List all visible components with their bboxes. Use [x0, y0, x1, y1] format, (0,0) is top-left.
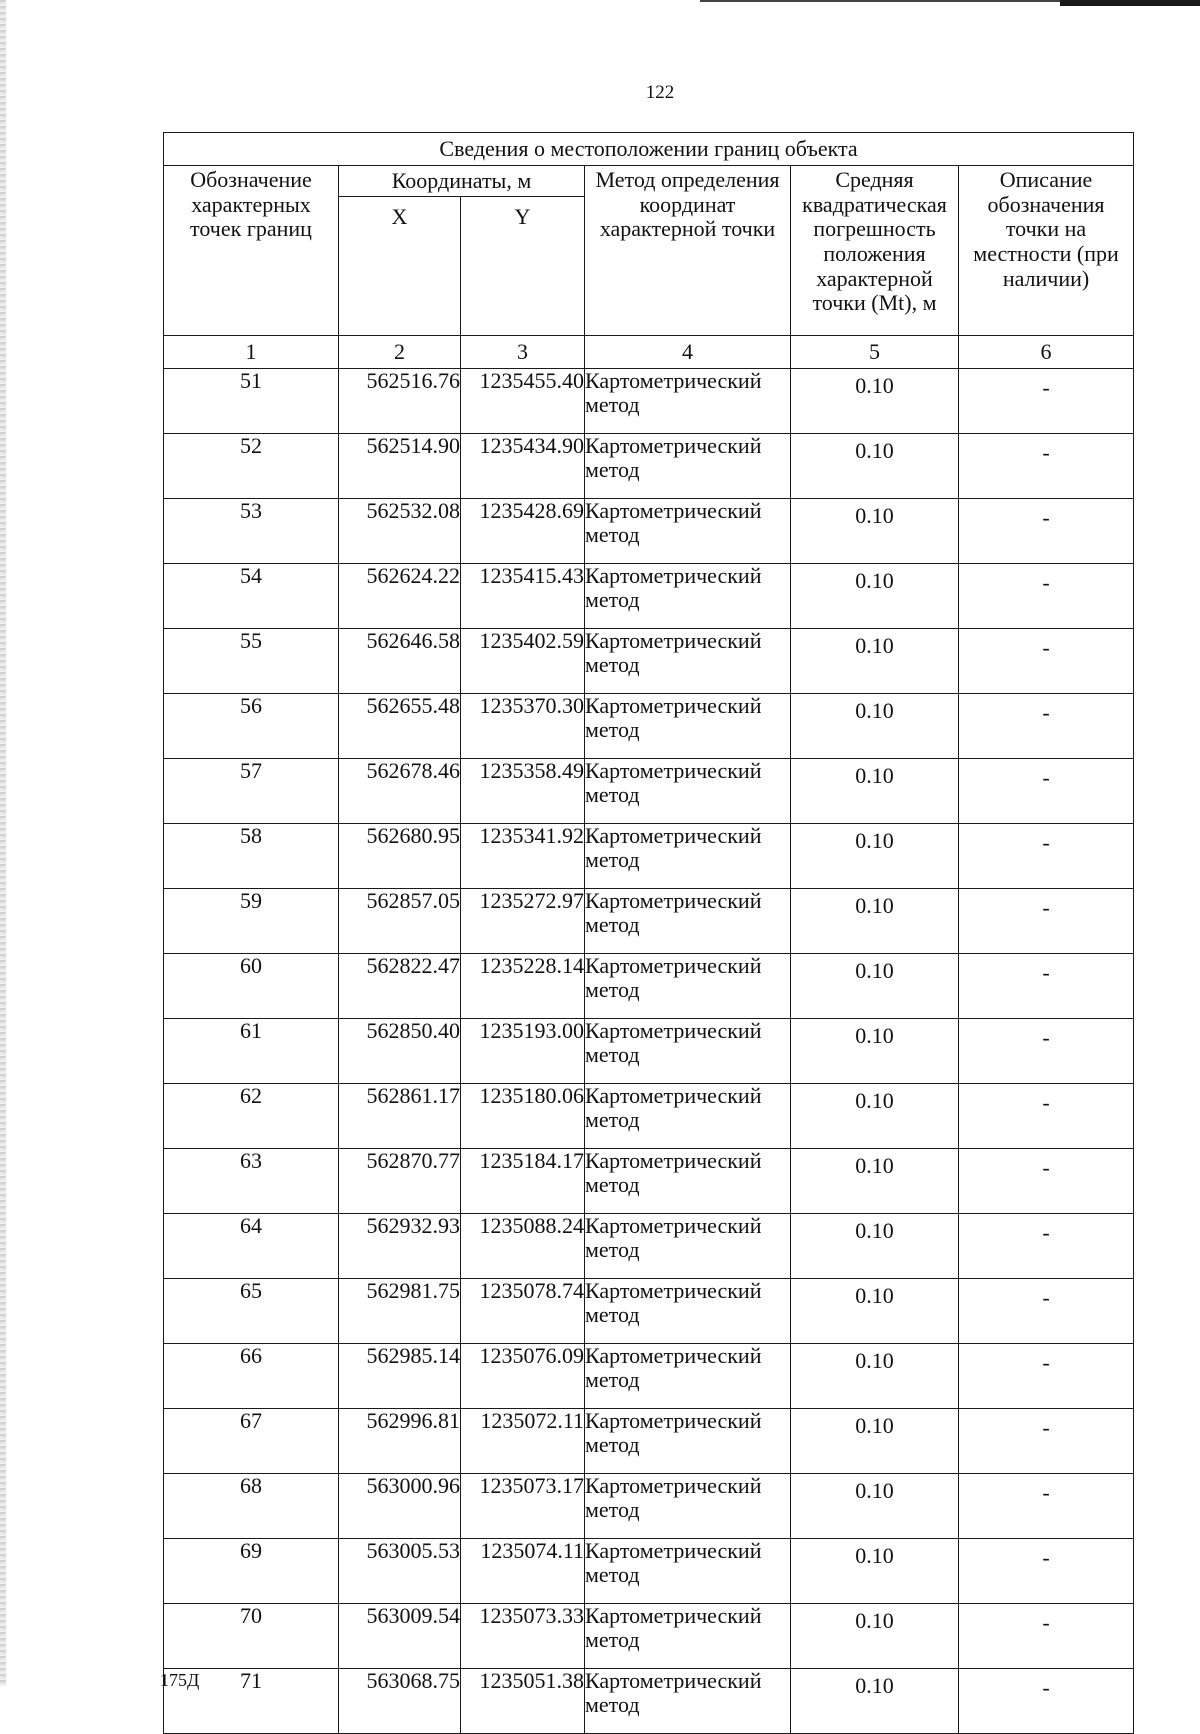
- cell-description: -: [959, 1669, 1134, 1734]
- table-title: Сведения о местоположении границ объекта: [164, 133, 1134, 166]
- header-x: X: [339, 197, 461, 336]
- cell-description: -: [959, 1214, 1134, 1279]
- cell-error: 0.10: [791, 1344, 959, 1409]
- table-row: [164, 1279, 1134, 1344]
- page-number: 122: [645, 82, 675, 103]
- column-number: 2: [339, 336, 461, 369]
- cell-description: -: [959, 1149, 1134, 1214]
- scan-artifact-line: [700, 0, 1060, 2]
- cell-error: 0.10: [791, 1539, 959, 1604]
- scan-artifact-edge: [0, 0, 6, 1686]
- cell-y: 1235073.33: [461, 1604, 585, 1669]
- cell-x: 562532.08: [339, 499, 461, 564]
- table-row: [164, 889, 1134, 954]
- cell-error: 0.10: [791, 954, 959, 1019]
- table-row: [164, 1409, 1134, 1474]
- table-title-row: [164, 133, 1134, 166]
- cell-y: 1235428.69: [461, 499, 585, 564]
- cell-method: Картометрический метод: [585, 1539, 791, 1604]
- cell-x: 562516.76: [339, 369, 461, 434]
- cell-description: -: [959, 629, 1134, 694]
- cell-y: 1235184.17: [461, 1149, 585, 1214]
- table-row: [164, 1669, 1134, 1734]
- cell-description: -: [959, 1604, 1134, 1669]
- cell-method: Картометрический метод: [585, 1019, 791, 1084]
- cell-error: 0.10: [791, 1019, 959, 1084]
- table-row: [164, 369, 1134, 434]
- cell-point: 68: [164, 1474, 339, 1539]
- table-row: [164, 629, 1134, 694]
- cell-description: -: [959, 564, 1134, 629]
- column-number: 1: [164, 336, 339, 369]
- cell-point: 52: [164, 434, 339, 499]
- cell-y: 1235415.43: [461, 564, 585, 629]
- table-row: [164, 1149, 1134, 1214]
- cell-method: Картометрический метод: [585, 1669, 791, 1734]
- cell-error: 0.10: [791, 1149, 959, 1214]
- cell-y: 1235341.92: [461, 824, 585, 889]
- header-error: Средняя квадратическая погрешность положения характерной точки (Mt), м: [791, 166, 959, 336]
- cell-y: 1235088.24: [461, 1214, 585, 1279]
- cell-method: Картометрический метод: [585, 1409, 791, 1474]
- table-row: [164, 954, 1134, 1019]
- cell-description: -: [959, 1279, 1134, 1344]
- cell-error: 0.10: [791, 499, 959, 564]
- cell-error: 0.10: [791, 564, 959, 629]
- cell-x: 563000.96: [339, 1474, 461, 1539]
- cell-x: 562981.75: [339, 1279, 461, 1344]
- cell-error: 0.10: [791, 1279, 959, 1344]
- cell-x: 562646.58: [339, 629, 461, 694]
- document-code: 175Д: [160, 1670, 200, 1690]
- cell-point: 59: [164, 889, 339, 954]
- cell-x: 562680.95: [339, 824, 461, 889]
- cell-x: 562861.17: [339, 1084, 461, 1149]
- cell-method: Картометрический метод: [585, 1214, 791, 1279]
- cell-y: 1235074.11: [461, 1539, 585, 1604]
- cell-description: -: [959, 369, 1134, 434]
- scan-artifact-bar: [1060, 0, 1200, 6]
- cell-description: -: [959, 434, 1134, 499]
- cell-point: 66: [164, 1344, 339, 1409]
- cell-point: 62: [164, 1084, 339, 1149]
- cell-error: 0.10: [791, 369, 959, 434]
- cell-y: 1235073.17: [461, 1474, 585, 1539]
- cell-y: 1235193.00: [461, 1019, 585, 1084]
- cell-description: -: [959, 1344, 1134, 1409]
- cell-error: 0.10: [791, 889, 959, 954]
- cell-point: 56: [164, 694, 339, 759]
- cell-description: -: [959, 889, 1134, 954]
- column-number: 3: [461, 336, 585, 369]
- cell-y: 1235272.97: [461, 889, 585, 954]
- cell-method: Картометрический метод: [585, 1604, 791, 1669]
- cell-method: Картометрический метод: [585, 759, 791, 824]
- cell-y: 1235358.49: [461, 759, 585, 824]
- cell-x: 562624.22: [339, 564, 461, 629]
- table-row: [164, 1084, 1134, 1149]
- cell-point: 69: [164, 1539, 339, 1604]
- cell-error: 0.10: [791, 434, 959, 499]
- cell-error: 0.10: [791, 629, 959, 694]
- column-number: 4: [585, 336, 791, 369]
- cell-point: 57: [164, 759, 339, 824]
- cell-description: -: [959, 694, 1134, 759]
- boundary-coordinates-table: [163, 132, 1134, 1734]
- table-row: [164, 1604, 1134, 1669]
- cell-x: 563005.53: [339, 1539, 461, 1604]
- cell-y: 1235051.38: [461, 1669, 585, 1734]
- header-method: Метод определения координат характерной точки: [585, 166, 791, 336]
- table-row: [164, 1214, 1134, 1279]
- cell-method: Картометрический метод: [585, 434, 791, 499]
- cell-description: -: [959, 1539, 1134, 1604]
- header-point: Обозначение характерных точек границ: [164, 166, 339, 336]
- cell-x: 562514.90: [339, 434, 461, 499]
- cell-y: 1235180.06: [461, 1084, 585, 1149]
- cell-error: 0.10: [791, 1669, 959, 1734]
- cell-error: 0.10: [791, 1604, 959, 1669]
- cell-x: 562822.47: [339, 954, 461, 1019]
- cell-method: Картометрический метод: [585, 694, 791, 759]
- cell-x: 563068.75: [339, 1669, 461, 1734]
- cell-error: 0.10: [791, 759, 959, 824]
- cell-description: -: [959, 824, 1134, 889]
- cell-y: 1235076.09: [461, 1344, 585, 1409]
- cell-description: -: [959, 1409, 1134, 1474]
- cell-y: 1235455.40: [461, 369, 585, 434]
- cell-y: 1235402.59: [461, 629, 585, 694]
- table-row: [164, 1019, 1134, 1084]
- table-row: [164, 1474, 1134, 1539]
- cell-x: 562678.46: [339, 759, 461, 824]
- cell-description: -: [959, 759, 1134, 824]
- cell-method: Картометрический метод: [585, 1344, 791, 1409]
- cell-method: Картометрический метод: [585, 1149, 791, 1214]
- header-coordinates: Координаты, м: [339, 166, 585, 197]
- cell-x: 562870.77: [339, 1149, 461, 1214]
- cell-error: 0.10: [791, 1474, 959, 1539]
- cell-point: 58: [164, 824, 339, 889]
- cell-point: 55: [164, 629, 339, 694]
- table-row: [164, 499, 1134, 564]
- cell-error: 0.10: [791, 1084, 959, 1149]
- cell-method: Картометрический метод: [585, 954, 791, 1019]
- cell-y: 1235228.14: [461, 954, 585, 1019]
- cell-point: 70: [164, 1604, 339, 1669]
- table-row: [164, 824, 1134, 889]
- cell-x: 562655.48: [339, 694, 461, 759]
- cell-x: 562850.40: [339, 1019, 461, 1084]
- column-number-row: [164, 336, 1134, 369]
- cell-point: 67: [164, 1409, 339, 1474]
- table-row: [164, 1344, 1134, 1409]
- cell-method: Картометрический метод: [585, 629, 791, 694]
- cell-error: 0.10: [791, 1409, 959, 1474]
- cell-point: 64: [164, 1214, 339, 1279]
- cell-x: 563009.54: [339, 1604, 461, 1669]
- column-number: 6: [959, 336, 1134, 369]
- cell-point: 71: [164, 1669, 339, 1734]
- cell-method: Картометрический метод: [585, 1084, 791, 1149]
- cell-description: -: [959, 1474, 1134, 1539]
- cell-description: -: [959, 1084, 1134, 1149]
- table-header-row: [164, 166, 1134, 197]
- table-row: [164, 1539, 1134, 1604]
- cell-method: Картометрический метод: [585, 1279, 791, 1344]
- cell-x: 562985.14: [339, 1344, 461, 1409]
- cell-y: 1235072.11: [461, 1409, 585, 1474]
- table-row: [164, 434, 1134, 499]
- cell-x: 562996.81: [339, 1409, 461, 1474]
- table-row: [164, 564, 1134, 629]
- cell-y: 1235370.30: [461, 694, 585, 759]
- cell-error: 0.10: [791, 1214, 959, 1279]
- cell-error: 0.10: [791, 824, 959, 889]
- cell-method: Картометрический метод: [585, 1474, 791, 1539]
- cell-x: 562857.05: [339, 889, 461, 954]
- cell-method: Картометрический метод: [585, 564, 791, 629]
- header-y: Y: [461, 197, 585, 336]
- table-row: [164, 759, 1134, 824]
- cell-error: 0.10: [791, 694, 959, 759]
- cell-point: 54: [164, 564, 339, 629]
- cell-method: Картометрический метод: [585, 824, 791, 889]
- cell-point: 61: [164, 1019, 339, 1084]
- column-number: 5: [791, 336, 959, 369]
- cell-point: 65: [164, 1279, 339, 1344]
- cell-point: 60: [164, 954, 339, 1019]
- cell-method: Картометрический метод: [585, 499, 791, 564]
- cell-description: -: [959, 499, 1134, 564]
- cell-description: -: [959, 1019, 1134, 1084]
- cell-description: -: [959, 954, 1134, 1019]
- cell-point: 53: [164, 499, 339, 564]
- cell-y: 1235434.90: [461, 434, 585, 499]
- cell-method: Картометрический метод: [585, 369, 791, 434]
- cell-x: 562932.93: [339, 1214, 461, 1279]
- cell-point: 51: [164, 369, 339, 434]
- cell-point: 63: [164, 1149, 339, 1214]
- cell-method: Картометрический метод: [585, 889, 791, 954]
- table-row: [164, 694, 1134, 759]
- cell-y: 1235078.74: [461, 1279, 585, 1344]
- header-description: Описание обозначения точки на местности (при наличии): [959, 166, 1134, 336]
